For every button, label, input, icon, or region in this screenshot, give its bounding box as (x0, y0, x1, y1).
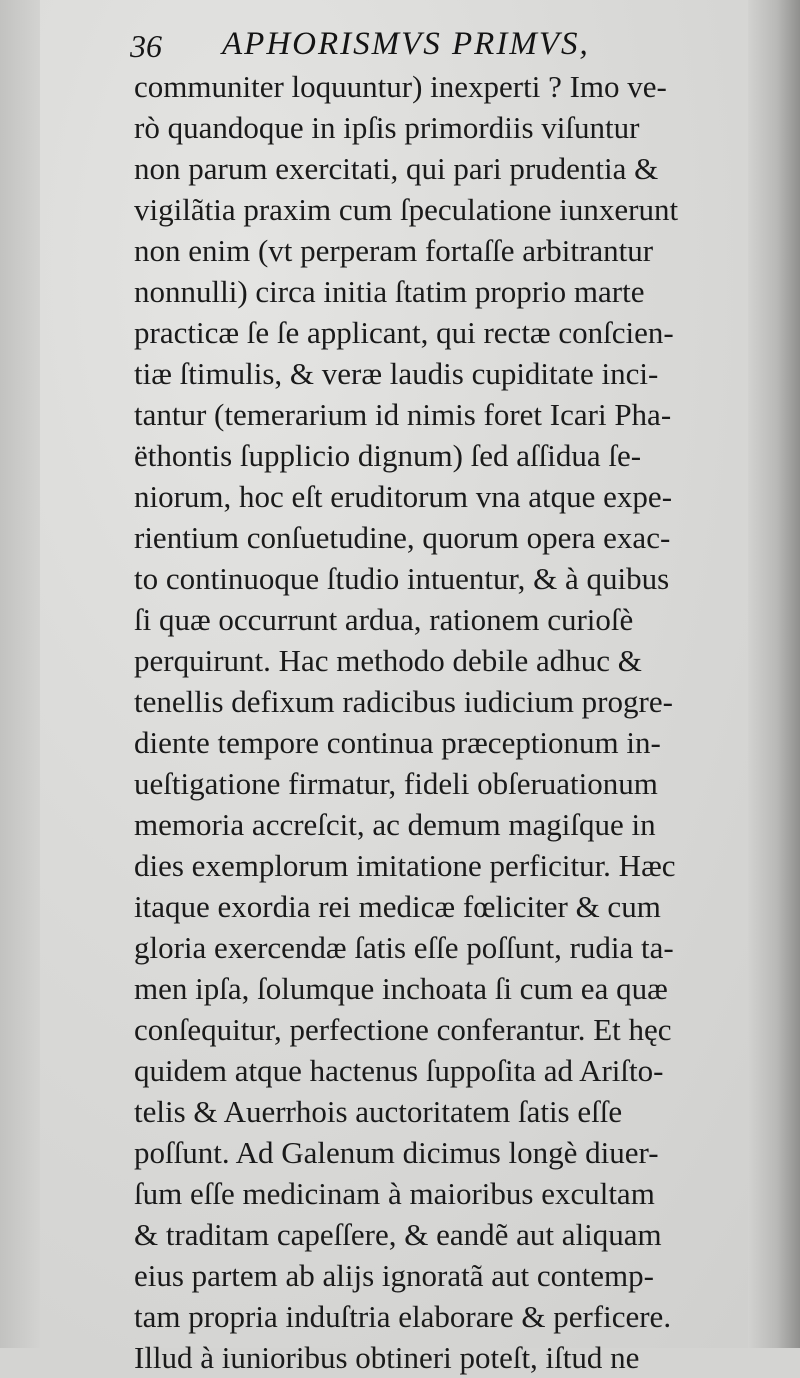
text-line: ſi quæ occurrunt ardua, rationem curioſè (134, 602, 634, 637)
text-line: itaque exordia rei medicæ fœliciter & cum (134, 889, 661, 924)
text-line: ueſtigatione firmatur, fideli obſeruationum (134, 766, 658, 801)
text-line: rientium conſuetudine, quorum opera exac- (134, 520, 671, 555)
body-text (134, 66, 746, 1378)
text-line: practicæ ſe ſe applicant, qui rectæ conſcien- (134, 315, 674, 350)
text-line: diente tempore continua præceptionum in- (134, 725, 661, 760)
page-number: 36 (130, 28, 162, 64)
page-gutter (0, 0, 40, 1348)
text-line: perquirunt. Hac methodo debile adhuc & (134, 643, 642, 678)
text-line: ëthontis ſupplicio dignum) ſed aſſidua ſe- (134, 438, 642, 473)
text-line: men ipſa, ſolumque inchoata ſi cum ea quæ (134, 971, 668, 1006)
text-line: & traditam capeſſere, & eandẽ aut aliquam (134, 1217, 662, 1252)
text-line: tenellis defixum radicibus iudicium progre- (134, 684, 673, 719)
text-line: to continuoque ſtudio intuentur, & à quibus (134, 561, 670, 596)
text-line: niorum, hoc eſt eruditorum vna atque expe- (134, 479, 673, 514)
text-line: quidem atque hactenus ſuppoſita ad Ariſto- (134, 1053, 664, 1088)
text-line: dies exemplorum imitatione perficitur. Hæc (134, 848, 676, 883)
text-line: rò quandoque in ipſis primordiis viſuntur (134, 110, 640, 145)
text-line: ſum eſſe medicinam à maioribus excultam (134, 1176, 655, 1211)
text-line: gloria exercendæ ſatis eſſe poſſunt, rudia ta- (134, 930, 674, 965)
text-line: vigilãtia praxim cum ſpeculatione iunxerunt (134, 192, 679, 227)
text-line: nonnulli) circa initia ſtatim proprio marte (134, 274, 645, 309)
running-title: APHORISMVS PRIMVS, (222, 26, 590, 62)
page-edge-shadow (748, 0, 800, 1348)
text-line: non parum exercitati, qui pari prudentia & (134, 151, 659, 186)
text-line: poſſunt. Ad Galenum dicimus longè diuer- (134, 1135, 659, 1170)
text-line: telis & Auerrhois auctoritatem ſatis eſſe (134, 1094, 623, 1129)
text-line: conſequitur, perfectione conferantur. Et hęc (134, 1012, 672, 1047)
text-line: communiter loquuntur) inexperti ? Imo ve- (134, 69, 667, 104)
text-line: tiæ ſtimulis, & veræ laudis cupiditate inci- (134, 356, 659, 391)
text-line: Illud à iunioribus obtineri poteſt, iſtud ne (134, 1340, 640, 1375)
text-line: tantur (temerarium id nimis foret Icari Pha- (134, 397, 672, 432)
text-line: non enim (vt perperam fortaſſe arbitrantur (134, 233, 654, 268)
text-line: tam propria induſtria elaborare & perficere. (134, 1299, 672, 1334)
text-line: eius partem ab alijs ignoratã aut contemp- (134, 1258, 654, 1293)
text-line: memoria accreſcit, ac demum magiſque in (134, 807, 656, 842)
